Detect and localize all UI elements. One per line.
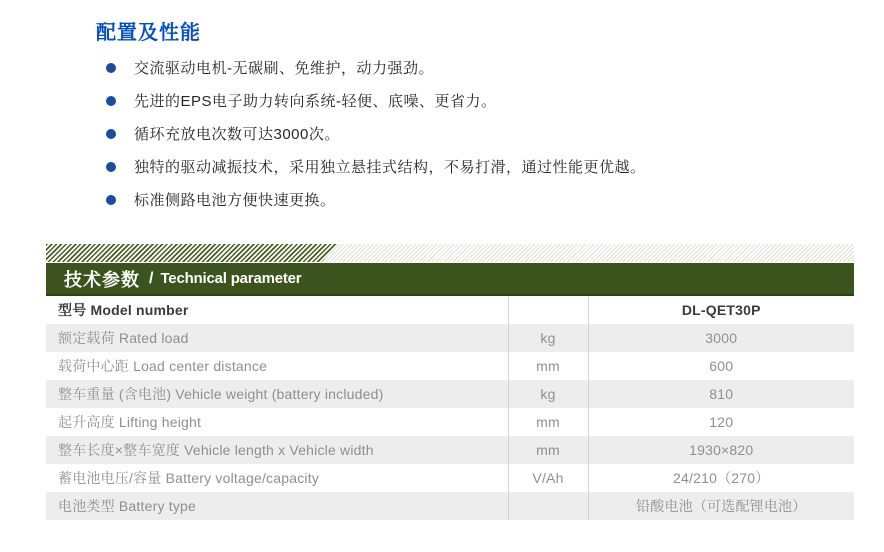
banner-separator: / [149, 269, 154, 287]
table-row [46, 492, 854, 520]
spec-unit: kg [508, 324, 588, 352]
spec-unit [508, 492, 588, 520]
feature-text: 循环充放电次数可达3000次。 [134, 126, 340, 143]
feature-text: 独特的驱动减振技术，采用独立悬挂式结构，不易打滑，通过性能更优越。 [134, 159, 646, 176]
spec-unit: kg [508, 380, 588, 408]
banner-title-zh: 技术参数 [64, 269, 140, 290]
bullet-icon [106, 195, 116, 205]
spec-label: 载荷中心距 Load center distance [58, 358, 268, 374]
table-row [46, 324, 854, 352]
table-row [46, 352, 854, 380]
table-row [46, 380, 854, 408]
spec-unit: mm [508, 408, 588, 436]
spec-value: 24/210（270） [673, 470, 770, 486]
tech-parameter-banner [46, 263, 854, 296]
spec-value: 810 [588, 380, 854, 408]
spec-unit: V/Ah [508, 464, 588, 492]
feature-list [106, 51, 646, 216]
list-item [106, 150, 646, 183]
spec-unit [508, 296, 588, 324]
list-item [106, 117, 646, 150]
bullet-icon [106, 63, 116, 73]
spec-label: 蓄电池电压/容量 Battery voltage/capacity [58, 470, 320, 486]
spec-value: 120 [709, 414, 734, 430]
spec-label: 起升高度 Lifting height [58, 414, 202, 430]
bullet-icon [106, 96, 116, 106]
list-item [106, 183, 646, 216]
feature-text: 先进的EPS电子助力转向系统-轻便、底噪、更省力。 [134, 93, 497, 110]
spec-label: 整车长度×整车宽度 Vehicle length x Vehicle width [46, 436, 508, 464]
spec-table [46, 296, 854, 520]
hatch-dark-stripes [46, 244, 338, 262]
spec-unit: mm [508, 352, 588, 380]
table-row [46, 436, 854, 464]
spec-label: 电池类型 Battery type [46, 492, 508, 520]
decorative-hatch-band [46, 244, 854, 262]
list-item [106, 51, 646, 84]
spec-unit: mm [508, 436, 588, 464]
spec-label: 型号 Model number [58, 302, 189, 318]
table-row [46, 408, 854, 436]
table-row [46, 296, 854, 324]
bullet-icon [106, 162, 116, 172]
spec-value: 3000 [588, 324, 854, 352]
feature-text: 交流驱动电机-无碳刷、免维护，动力强劲。 [134, 60, 434, 77]
table-row [46, 464, 854, 492]
spec-value: 1930×820 [588, 436, 854, 464]
spec-label: 额定载荷 Rated load [46, 324, 508, 352]
spec-value: 铅酸电池（可选配锂电池） [588, 492, 854, 520]
spec-label: 整车重量 (含电池) Vehicle weight (battery included) [46, 380, 508, 408]
feature-text: 标准侧路电池方便快速更换。 [134, 192, 336, 209]
bullet-icon [106, 129, 116, 139]
spec-value: 600 [709, 358, 734, 374]
spec-value: DL-QET30P [681, 302, 761, 318]
page-title: 配置及性能 [96, 22, 201, 44]
banner-title-en: Technical parameter [160, 270, 302, 287]
list-item [106, 84, 646, 117]
